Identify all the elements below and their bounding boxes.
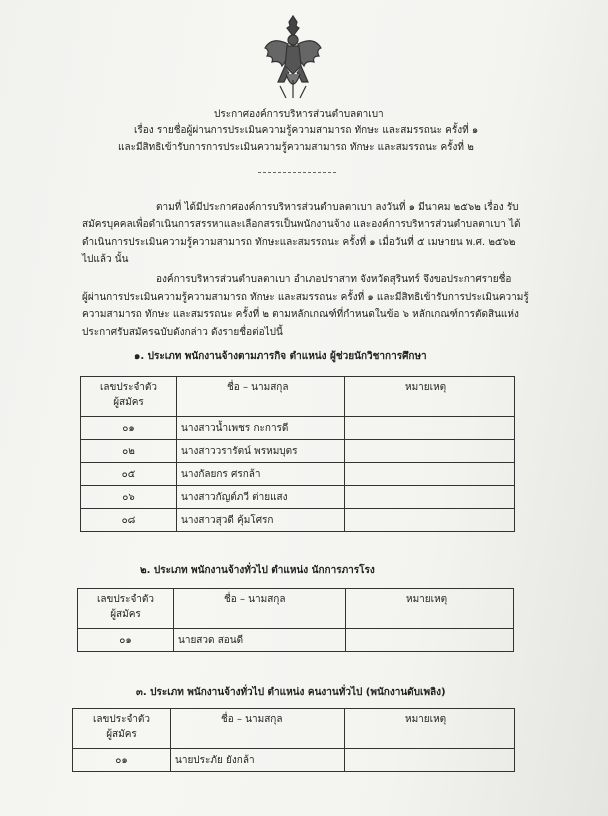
- name-column-header: ชื่อ – นามสกุล: [177, 377, 345, 417]
- applicant-id: ๐๒: [81, 440, 177, 463]
- paragraph-1-line-4: ไปแล้ว นั้น: [82, 254, 129, 265]
- table-header-row: [78, 589, 514, 629]
- section-2-heading: ๒. ประเภท พนักงานจ้างทั่วไป ตำแหน่ง นักการภารโรง: [140, 565, 375, 576]
- paragraph-2-line-1: องค์การบริหารส่วนตำบลตาเบา อำเภอปราสาท จังหวัดสุรินทร์ จึงขอประกาศรายชื่อ: [156, 274, 512, 285]
- table-header-row: [81, 377, 515, 417]
- paragraph-2-line-3: ความสามารถ ทักษะ และสมรรถนะ ครั้งที่ ๒ ตามหลักเกณฑ์ที่กำหนดในข้อ ๖ หลักเกณฑ์การตัดสินแห่ง: [82, 309, 519, 320]
- paragraph-2-line-4: ประกาศรับสมัครฉบับดังกล่าว ดังรายชื่อต่อไปนี้: [82, 327, 283, 338]
- table-row: [81, 463, 515, 486]
- applicant-id: ๐๑: [73, 749, 171, 772]
- section-3-heading: ๓. ประเภท พนักงานจ้างทั่วไป ตำแหน่ง คนงานทั่วไป (พนักงานดับเพลิง): [136, 687, 446, 698]
- section-1-table: [80, 376, 515, 532]
- note-column-header: หมายเหตุ: [345, 377, 515, 417]
- section-2-table: [77, 588, 514, 652]
- applicant-name: นางสาวสุวดี คุ้มโศรก: [177, 509, 345, 532]
- issuer-title: ประกาศองค์การบริหารส่วนตำบลตาเบา: [214, 109, 384, 120]
- paragraph-2-line-2: ผู้ผ่านการประเมินความรู้ความสามารถ ทักษะ และสมรรถนะ ครั้งที่ ๑ และมีสิทธิเข้ารับการประเมินความรู้: [82, 292, 529, 303]
- applicant-id: ๐๕: [81, 463, 177, 486]
- applicant-id: ๐๖: [81, 486, 177, 509]
- applicant-note: [345, 463, 515, 486]
- applicant-name: นางกัลยกร ศรกล้า: [177, 463, 345, 486]
- applicant-name: นางสาววรารัตน์ พรหมบุตร: [177, 440, 345, 463]
- table-row: [73, 749, 515, 772]
- section-3-table: [72, 708, 515, 772]
- garuda-emblem-icon: [262, 14, 324, 100]
- subject-line-1: เรื่อง รายชื่อผู้ผ่านการประเมินความรู้ความสามารถ ทักษะ และสมรรถนะ ครั้งที่ ๑: [134, 125, 479, 136]
- applicant-name: นายสวด สอนดี: [174, 629, 346, 652]
- name-column-header: ชื่อ – นามสกุล: [174, 589, 346, 629]
- paragraph-1-line-3: ดำเนินการประเมินความรู้ความสามารถ ทักษะและสมรรถนะ ครั้งที่ ๑ เมื่อวันที่ ๕ เมษายน พ.ศ. ๒๕๖๒: [82, 237, 516, 248]
- table-row: [81, 486, 515, 509]
- id-column-header: เลขประจำตัว ผู้สมัคร: [81, 377, 177, 417]
- id-column-header: เลขประจำตัว ผู้สมัคร: [78, 589, 174, 629]
- applicant-id: ๐๑: [78, 629, 174, 652]
- note-column-header: หมายเหตุ: [345, 709, 515, 749]
- table-row: [81, 440, 515, 463]
- paragraph-1-line-2: สมัครบุคคลเพื่อดำเนินการสรรหาและเลือกสรรเป็นพนักงานจ้าง และองค์การบริหารส่วนตำบลตาเบา ได้: [82, 219, 521, 230]
- header-divider: [258, 172, 336, 173]
- applicant-note: [345, 440, 515, 463]
- note-column-header: หมายเหตุ: [346, 589, 514, 629]
- applicant-name: นายประภัย ยังกล้า: [171, 749, 345, 772]
- id-column-header: เลขประจำตัว ผู้สมัคร: [73, 709, 171, 749]
- section-1-heading: ๑. ประเภท พนักงานจ้างตามภารกิจ ตำแหน่ง ผู้ช่วยนักวิชาการศึกษา: [134, 351, 427, 362]
- table-header-row: [73, 709, 515, 749]
- applicant-id: ๐๘: [81, 509, 177, 532]
- applicant-note: [346, 629, 514, 652]
- name-column-header: ชื่อ – นามสกุล: [171, 709, 345, 749]
- applicant-name: นางสาวกัญต์ภวี ต่ายแสง: [177, 486, 345, 509]
- applicant-note: [345, 486, 515, 509]
- applicant-id: ๐๑: [81, 417, 177, 440]
- table-row: [78, 629, 514, 652]
- applicant-name: นางสาวน้ำเพชร กะการดี: [177, 417, 345, 440]
- table-row: [81, 509, 515, 532]
- table-row: [81, 417, 515, 440]
- subject-line-2: และมีสิทธิเข้ารับการการประเมินความรู้ความสามารถ ทักษะ และสมรรถนะ ครั้งที่ ๒: [118, 142, 474, 153]
- paragraph-1-line-1: ตามที่ ได้มีประกาศองค์การบริหารส่วนตำบลตาเบา ลงวันที่ ๑ มีนาคม ๒๕๖๒ เรื่อง รับ: [156, 202, 519, 213]
- applicant-note: [345, 749, 515, 772]
- applicant-note: [345, 509, 515, 532]
- applicant-note: [345, 417, 515, 440]
